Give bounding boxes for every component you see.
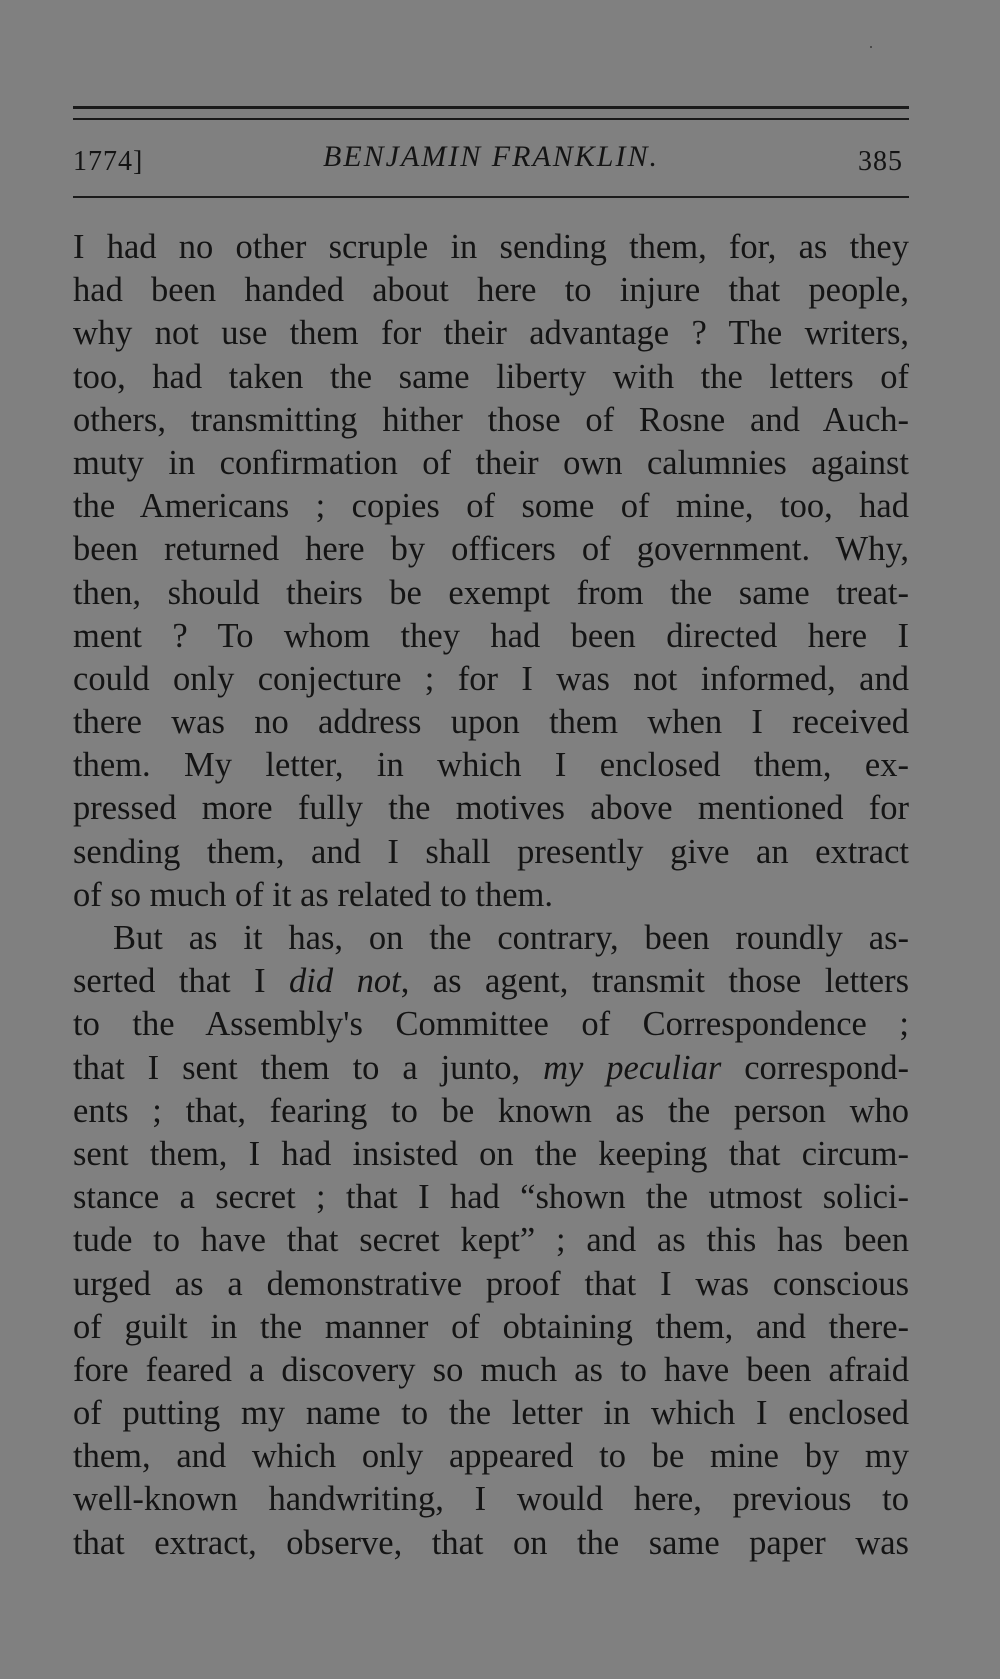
text-line: sent them, I had insisted on the keeping that circum- bbox=[73, 1134, 909, 1173]
text-line-with-emphasis bbox=[73, 1047, 909, 1090]
text-line: them. My letter, in which I enclosed them, ex- bbox=[73, 746, 909, 785]
text-line: of putting my name to the letter in which I enclosed bbox=[73, 1394, 909, 1433]
text-line: ment ? To whom they had been directed here I bbox=[73, 616, 909, 655]
text-line: there was no address upon them when I received bbox=[73, 703, 909, 742]
text-line: sending them, and I shall presently give an extract bbox=[73, 832, 909, 871]
body-text bbox=[73, 226, 909, 1565]
text-segment: that I sent them to a junto, bbox=[73, 1048, 544, 1087]
text-line: pressed more fully the motives above mentioned for bbox=[73, 789, 909, 828]
text-line: But as it has, on the contrary, been roundly as- bbox=[113, 919, 909, 957]
text-line: had been handed about here to injure that people, bbox=[73, 271, 909, 310]
paragraph-1 bbox=[73, 226, 909, 917]
text-line-with-emphasis bbox=[73, 960, 909, 1003]
text-line: muty in confirmation of their own calumnies against bbox=[73, 443, 909, 482]
header-year: 1774] bbox=[73, 146, 144, 177]
text-line: urged as a demonstrative proof that I was conscious bbox=[73, 1264, 909, 1303]
text-line: to the Assembly's Committee of Correspondence ; bbox=[73, 1005, 909, 1044]
text-line: stance a secret ; that I had “shown the utmost solici- bbox=[73, 1178, 909, 1217]
header-second-rule bbox=[73, 118, 909, 120]
italic-emphasis: my peculiar bbox=[543, 1048, 722, 1087]
running-header bbox=[73, 140, 909, 184]
book-page bbox=[73, 0, 909, 1679]
text-line: I had no other scruple in sending them, for, as they bbox=[73, 228, 909, 266]
page-number: 385 bbox=[858, 146, 903, 177]
text-line: too, had taken the same liberty with the letters of bbox=[73, 357, 909, 396]
text-line: fore feared a discovery so much as to have been afraid bbox=[73, 1350, 909, 1389]
italic-emphasis: did not bbox=[289, 962, 401, 1001]
text-line: that extract, observe, that on the same paper was bbox=[73, 1523, 909, 1562]
text-line: then, should theirs be exempt from the same treat- bbox=[73, 573, 909, 612]
paragraph-2 bbox=[73, 917, 909, 1565]
text-segment: serted that I bbox=[73, 962, 290, 1001]
text-line: why not use them for their advantage ? The writers, bbox=[73, 314, 909, 353]
text-line: ents ; that, fearing to be known as the person who bbox=[73, 1091, 909, 1130]
text-line: of guilt in the manner of obtaining them, and there- bbox=[73, 1307, 909, 1346]
text-segment: correspond- bbox=[721, 1048, 909, 1087]
text-line: the Americans ; copies of some of mine, too, had bbox=[73, 487, 909, 526]
text-line: others, transmitting hither those of Rosne and Auch- bbox=[73, 400, 909, 439]
text-line: been returned here by officers of government. Why, bbox=[73, 530, 909, 569]
text-line: tude to have that secret kept” ; and as this has been bbox=[73, 1221, 909, 1260]
header-bottom-rule bbox=[73, 196, 909, 198]
header-title: BENJAMIN FRANKLIN. bbox=[323, 140, 659, 173]
text-line: well-known handwriting, I would here, previous to bbox=[73, 1480, 909, 1519]
text-segment: , as agent, transmit those letters bbox=[400, 962, 909, 1001]
text-line: could only conjecture ; for I was not informed, and bbox=[73, 659, 909, 698]
header-top-rule bbox=[73, 106, 909, 109]
text-line: them, and which only appeared to be mine by my bbox=[73, 1437, 909, 1476]
text-line: of so much of it as related to them. bbox=[73, 875, 554, 914]
